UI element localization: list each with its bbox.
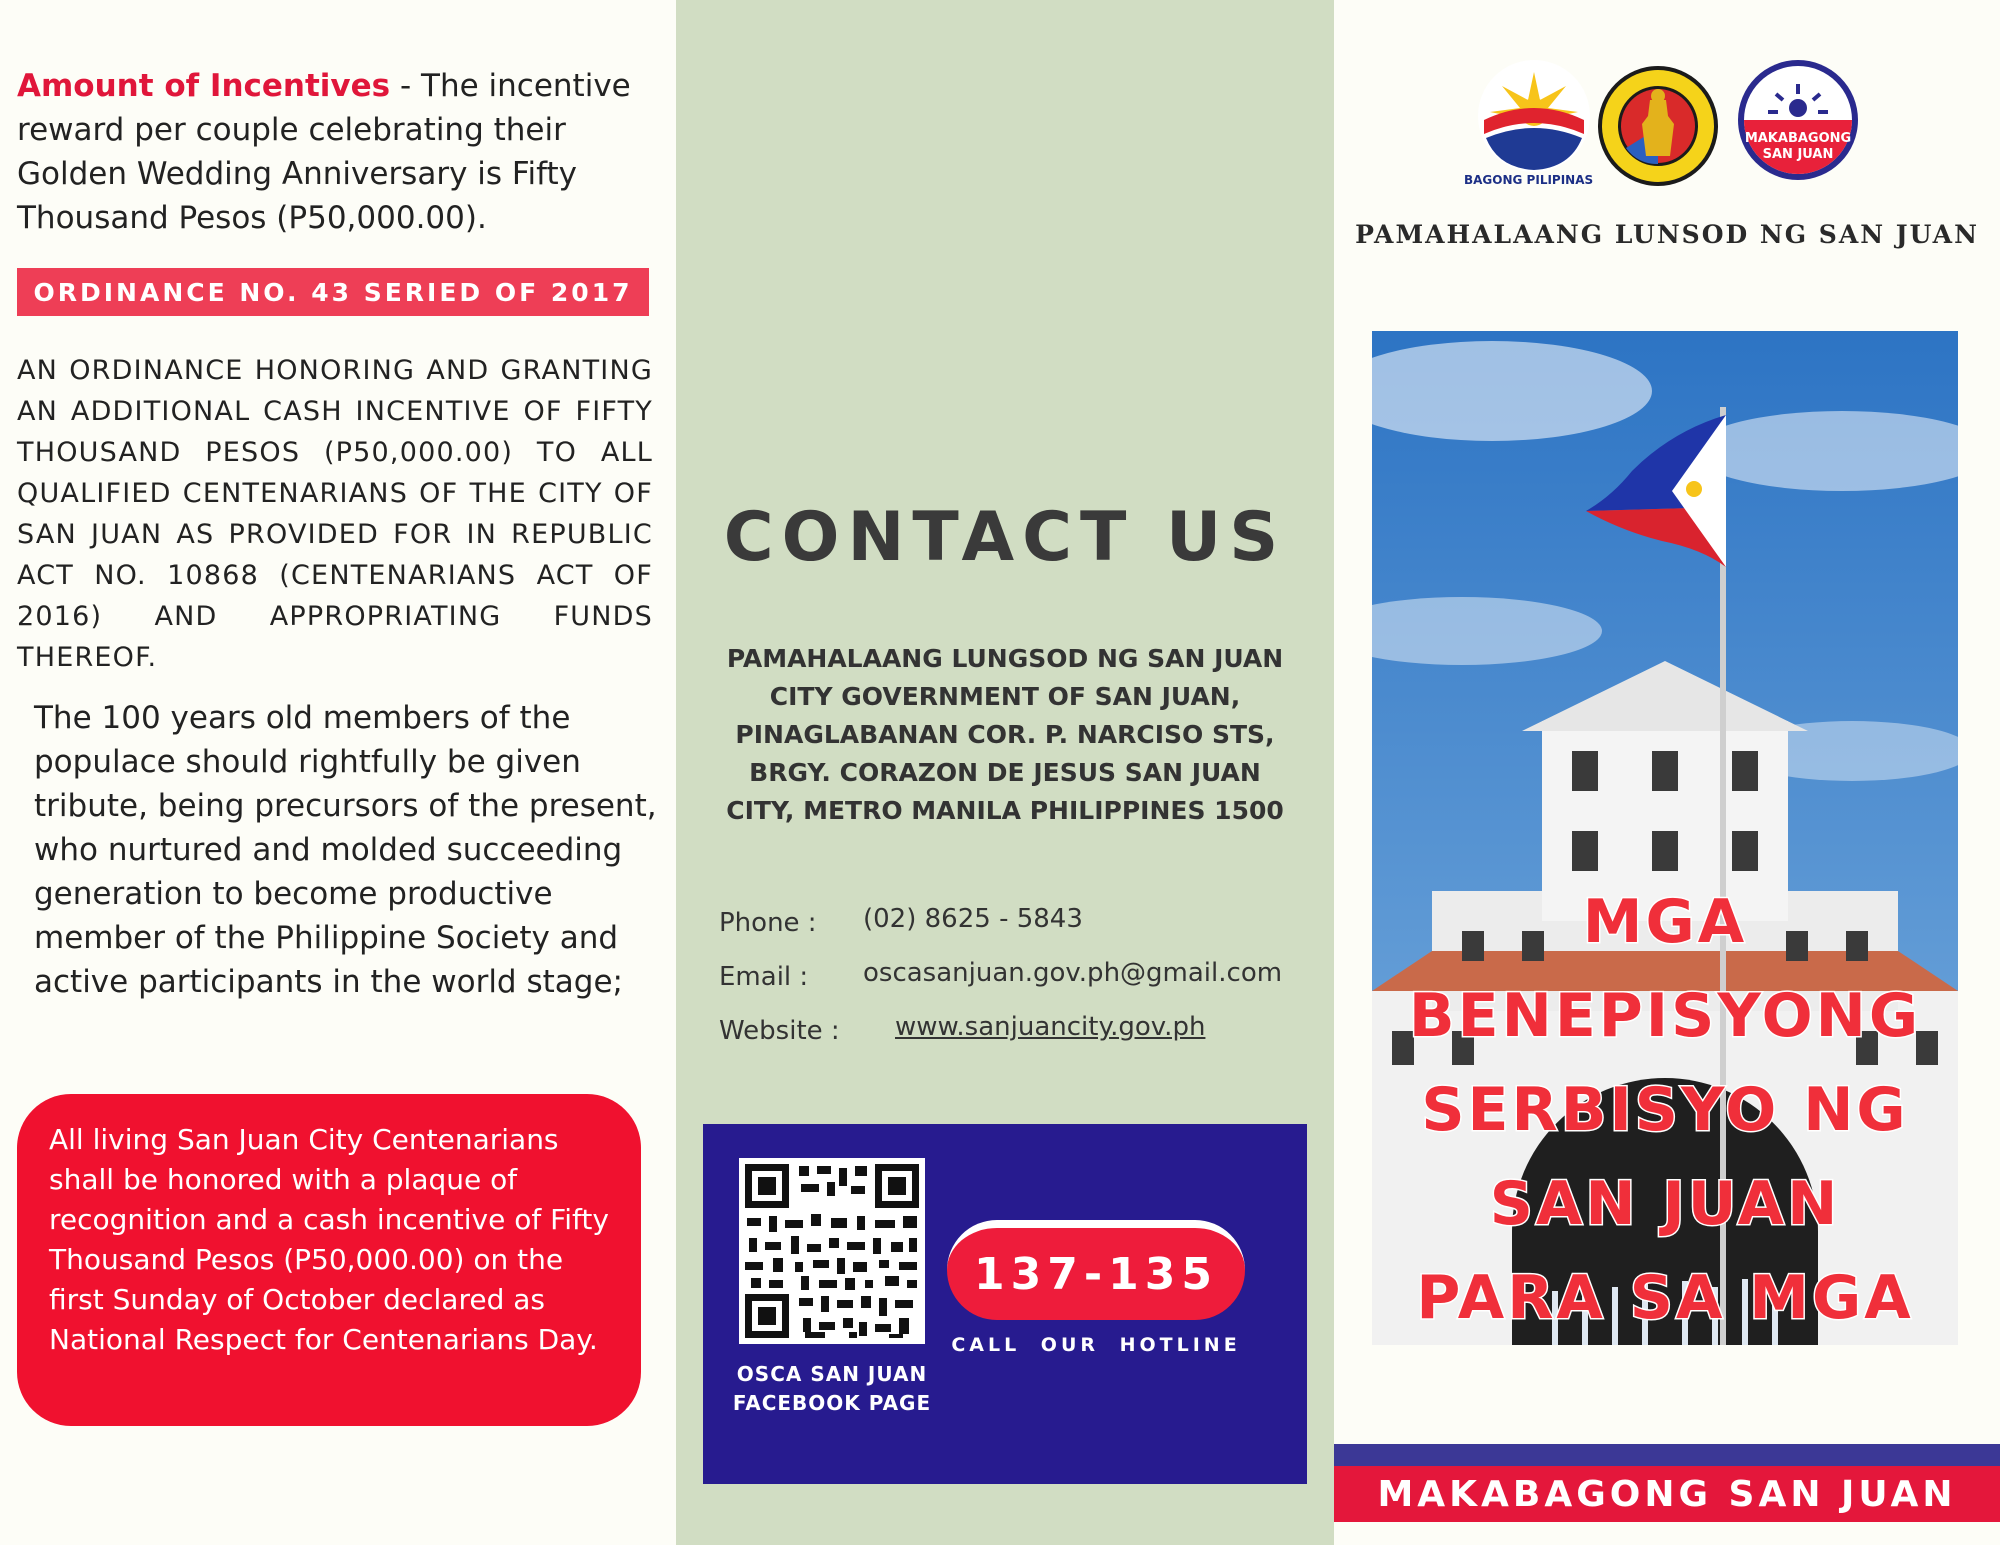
incentive-text: - The incentive reward per couple celebrating their Golden Wedding Anniversary is Fifty Thousand Pesos (P50,000.00).: [17, 68, 631, 236]
address-line: BRGY. CORAZON DE JESUS SAN JUAN: [749, 758, 1261, 787]
qr-caption-line: FACEBOOK PAGE: [732, 1391, 932, 1415]
title-line: MGA: [1582, 887, 1748, 957]
bagong-pilipinas-logo: [1474, 56, 1594, 180]
left-panel: [0, 0, 676, 1545]
bagong-pilipinas-caption: BAGONG PILIPINAS: [1464, 173, 1594, 187]
address-line: PINAGLABANAN COR. P. NARCISO STS,: [735, 720, 1275, 749]
centenarian-highlight-box: [17, 1094, 641, 1426]
title-line: BENEPISYONG: [1408, 981, 1922, 1051]
city-seal-icon: [1596, 64, 1720, 188]
incentive-paragraph: [17, 64, 657, 240]
website-link[interactable]: www.sanjuancity.gov.ph: [895, 1012, 1206, 1042]
footer-stripe: [1334, 1444, 2000, 1466]
tribute-text: The 100 years old members of the populace should rightfully be given tribute, being precursors of the present, who nurtured and molded succeeding generation to become productive member of the Philippine Society and active participants in the world stage;: [34, 700, 657, 1000]
qr-code-icon[interactable]: [739, 1158, 925, 1344]
title-line: PARA SA MGA: [1416, 1263, 1914, 1333]
middle-panel: [676, 0, 1334, 1545]
title-line: SAN JUAN: [1489, 1169, 1841, 1239]
makabagong-logo-line: SAN JUAN: [1762, 147, 1834, 162]
highlight-text: All living San Juan City Centenarians shall be honored with a plaque of recognition and a cash incentive of Fifty Thousand Pesos (P50,000.00) on the first Sunday of October declared as National Respect for Centenarians Day.: [49, 1123, 609, 1356]
footer-banner: MAKABAGONG SAN JUAN: [1334, 1466, 2000, 1522]
address-line: PAMAHALAANG LUNGSOD NG SAN JUAN: [726, 644, 1284, 673]
phone-value[interactable]: (02) 8625 - 5843: [863, 904, 1083, 934]
contact-title: CONTACT US: [723, 498, 1287, 577]
makabagong-logo-line: MAKABAGONG: [1744, 131, 1852, 146]
city-seal-logo: [1596, 64, 1720, 192]
hotline-number[interactable]: 137-135: [947, 1220, 1245, 1320]
ordinance-text: AN ORDINANCE HONORING AND GRANTING AN ADDITIONAL CASH INCENTIVE OF FIFTY THOUSAND PESOS (P50,000.00) TO ALL QUALIFIED CENTENARIANS OF THE CITY OF SAN JUAN AS PROVIDED FOR IN REPUBLIC ACT NO. 10868 (CENTENARIANS ACT OF 2016) AND APPROPRIATING FUNDS THEREOF.: [17, 355, 653, 673]
city-hall-photo: [1372, 331, 1958, 1345]
ordinance-label: ORDINANCE NO. 43 SERIED OF 2017: [17, 268, 649, 316]
title-line: SERBISYO NG: [1421, 1075, 1909, 1145]
email-value[interactable]: oscasanjuan.gov.ph@gmail.com: [863, 958, 1283, 988]
email-label: Email :: [719, 962, 809, 992]
address-line: CITY GOVERNMENT OF SAN JUAN,: [769, 682, 1241, 711]
address-line: CITY, METRO MANILA PHILIPPINES 1500: [726, 796, 1284, 825]
city-government-header: PAMAHALAANG LUNSOD NG SAN JUAN: [1355, 220, 1979, 249]
qr-caption: [717, 1360, 947, 1418]
website-label: Website :: [719, 1016, 840, 1046]
hotline-box: [703, 1124, 1307, 1484]
bagong-pilipinas-emblem-icon: [1474, 56, 1594, 176]
brochure-title: [1372, 875, 1958, 1345]
hotline-label: CALL OUR HOTLINE: [951, 1334, 1241, 1356]
right-panel: [1334, 0, 2000, 1545]
incentive-heading: Amount of Incentives: [17, 68, 391, 104]
address-block: [696, 640, 1314, 830]
qr-caption-line: OSCA SAN JUAN: [736, 1362, 928, 1386]
phone-label: Phone :: [719, 908, 817, 938]
makabagong-san-juan-logo: [1736, 58, 1860, 186]
